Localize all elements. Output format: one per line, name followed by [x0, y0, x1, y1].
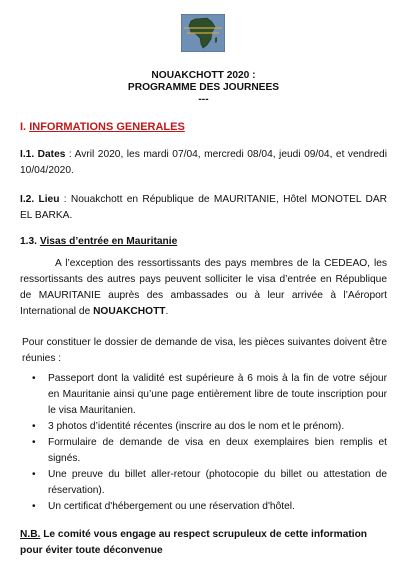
- visa-paragraph-1-city: NOUAKCHOTT: [93, 306, 166, 317]
- lieu-text: : Nouakchott en République de MAURITANIE, Hôtel MONOTEL DAR EL BARKA.: [20, 194, 388, 221]
- africa-map-logo: [181, 14, 225, 52]
- dates-paragraph: [20, 147, 387, 179]
- document-title-separator: ---: [198, 94, 209, 105]
- dates-text: : Avril 2020, les mardi 07/04, mercredi 08/04, jeudi 09/04, et vendredi 10/04/2020.: [20, 149, 387, 176]
- section-heading-number: I.: [20, 121, 27, 133]
- visa-heading: [20, 234, 387, 250]
- lieu-label: I.2. Lieu: [20, 194, 60, 205]
- list-item: [32, 419, 387, 435]
- section-heading-text: INFORMATIONS GENERALES: [29, 121, 185, 133]
- nota-bene-label: N.B.: [20, 529, 41, 540]
- visa-paragraph-2: Pour constituer le dossier de demande de visa, les pièces suivantes doivent être réunies :: [22, 337, 387, 364]
- document-title-line2: PROGRAMME DES JOURNEES: [127, 82, 280, 93]
- list-item-text: Formulaire de demande de visa en deux exemplaires bien remplis et signés.: [48, 437, 387, 464]
- visa-paragraph-1-end: .: [165, 306, 169, 317]
- list-item: [32, 371, 387, 419]
- bullet-icon: •: [32, 373, 36, 384]
- list-item-text: Une preuve du billet aller-retour (photocopie du billet ou attestation de réservation).: [48, 469, 387, 496]
- visa-paragraph-1: [20, 256, 387, 320]
- list-item-text: Passeport dont la validité est supérieure à 6 mois à la fin de votre séjour en Mauritanie ainsi qu’une page entièrement libre de toute inscription pour le visa Mauritanien.: [48, 373, 387, 416]
- visa-heading-number: 1.3.: [20, 236, 37, 247]
- list-item-text: 3 photos d’identité récentes (inscrire au dos le nom et le prénom).: [48, 421, 345, 432]
- bullet-icon: •: [32, 421, 36, 432]
- nota-bene: [20, 527, 387, 559]
- bullet-icon: •: [32, 437, 36, 448]
- visa-heading-text: Visas d’entrée en Mauritanie: [39, 236, 178, 247]
- bullet-icon: •: [32, 501, 36, 512]
- list-item: [32, 467, 387, 499]
- nota-bene-text: Le comité vous engage au respect scrupuleux de cette information pour éviter toute déconvenue: [20, 529, 368, 556]
- section-heading: [20, 121, 185, 133]
- list-item-text: Un certificat d'hébergement ou une réservation d'hôtel.: [48, 501, 295, 512]
- dates-label: I.1. Dates: [20, 149, 66, 160]
- bullet-icon: •: [32, 469, 36, 480]
- list-item: [32, 499, 387, 515]
- list-item: [32, 435, 387, 467]
- lieu-paragraph: [20, 192, 387, 224]
- visa-documents-list: [32, 371, 387, 515]
- visa-paragraph-1-text: A l’exception des ressortissants des pays membres de la CEDEAO, les ressortissants des autres pays peuvent solliciter le visa d’entrée en République de MAURITANIE auprès des ambassades ou à leur arrivée à l’Aéroport International de: [20, 258, 387, 317]
- document-title-line1: NOUAKCHOTT 2020 :: [151, 70, 256, 81]
